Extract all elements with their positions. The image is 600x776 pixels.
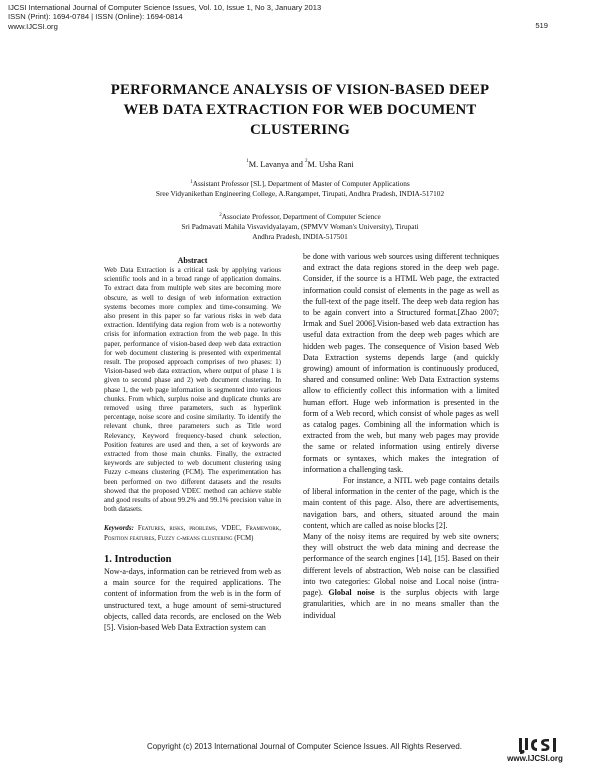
global-noise-term: Global noise (328, 588, 375, 598)
keywords (104, 524, 281, 542)
ijcsi-logo-url: www.IJCSI.org (507, 754, 563, 763)
introduction-heading: 1. Introduction (104, 553, 172, 565)
affiliation-2-line1: Associate Professor, Department of Computer Science (221, 212, 381, 221)
author2-affiliation-mark: 2 (304, 159, 308, 164)
right-paragraph-1: be done with various web sources using different techniques and extract the data regions stored in the deep web page. Consider, if the source is a HTML Web page, the extracted information could consist of elements in the page as well as the full-text of the page itself. The deep web data region has to be again convert into a Structured format.[Zhao 2007; Irmak and Suel 2006].Vision-based web data extraction has useful data extraction from the deep web pages which are hidden web pages. The consequence of Vision based Web Data Extraction systems depends large (and quickly growing) amount of information is continuously produced, shared and consumed online: Web Data Extraction systems allow to efficiently collect this information with a limited human effort. Huge web information is presented in the form of a Web record, which consist of whole pages as well as catalog pages. Combining all the information which is extracted from the web, but many web pages may provide the same or related information using entirely diverse formats or syntaxes, which makes the integration of information a challenging task. (303, 252, 499, 474)
ijcsi-logo-icon (495, 732, 575, 756)
paper-title-line1: PERFORMANCE ANALYSIS OF VISION-BASED DEEP (110, 82, 490, 98)
paper-title-line2: WEB DATA EXTRACTION FOR WEB DOCUMENT (123, 102, 477, 118)
right-paragraph-3 (303, 531, 499, 621)
journal-header-line2: ISSN (Print): 1694-0784 | ISSN (Online): 1694-0814 (8, 12, 183, 22)
affiliation-2-line3: Andhra Pradesh, INDIA-517501 (252, 232, 348, 241)
affiliation-2 (60, 212, 540, 242)
affiliation-1-mark: 1 (190, 180, 193, 185)
journal-header (8, 3, 592, 31)
journal-header-line3: www.IJCSI.org (8, 21, 58, 31)
right-column (303, 251, 499, 621)
right-paragraph-2: For instance, a NITL web page contains details of liberal information in the center of the page, which is the main content of this page. Also, there are advertisements, navigation bars, and others, situated around the main content, which are called as noise blocks [2]. (303, 476, 499, 530)
author2-name: M. Usha Rani (307, 160, 354, 169)
keywords-label: Keywords: (104, 525, 134, 533)
affiliation-1 (60, 179, 540, 199)
keywords-tail: (FCM) (232, 534, 254, 542)
left-column (104, 256, 281, 633)
affiliation-2-mark: 2 (219, 213, 222, 218)
author-list (60, 160, 540, 169)
journal-header-line1: IJCSI International Journal of Computer Science Issues, Vol. 10, Issue 1, No 3, January 2013 (8, 3, 322, 12)
ijcsi-logo (495, 732, 575, 772)
paper-title-line3: CLUSTERING (250, 122, 350, 138)
right-paragraph-3-start: Many of the noisy items are required by web site owners; they will obstruct the web data mining and decrease the performance of the search engines [14], [15]. Based on their different levels of abstraction, Web noise can be classified into two categories: Global noise and Local noise (intra-page). (303, 532, 499, 598)
affiliation-2-line2: Sri Padmavati Mahila Visvavidyalayam, (SPMVV Woman's University), Tirupati (181, 222, 419, 231)
affiliation-1-line2: Sree Vidyanikethan Engineering College, A.Rangampet, Tirupati, Andhra Pradesh, INDIA-517102 (155, 189, 445, 198)
affiliation-1-line1: Assistant Professor [SL], Department of Master of Computer Applications (192, 179, 410, 188)
paper-title (60, 80, 540, 140)
introduction-body: Now-a-days, information can be retrieved from web as a main source for the required applications. The content of information from the web is in the form of unstructured text, a huge amount of semi-structured objects, called data records, are enclosed on the Web [5]. Vision-based Web Data Extraction system can (104, 566, 281, 632)
author1-name: M. Lavanya and (248, 160, 305, 169)
abstract-heading: Abstract (177, 256, 208, 265)
right-paragraph-3-end: is the surplus objects with large granularities, which are in no means smaller than the individual (303, 588, 499, 620)
keywords-text: Features, risks, problems, VDEC, Framework, Position features, Fuzzy c-means clustering (104, 525, 281, 542)
page-number: 519 (535, 21, 548, 30)
abstract-body: Web Data Extraction is a critical task by applying various scientific tools and in a broad range of application domains. To extract data from multiple web sites are becoming more obscure, as well to design of web information extraction systems becomes more complex and time-consuming. We also present in this paper so far various risks in web data extraction. Identifying data region from web is a noteworthy crisis for information extraction from the web page. In this paper, performance of vision-based deep web data extraction for web document clustering is presented with experimental result. The proposed approach comprises of two phases: 1) Vision-based web data extraction, where output of phase 1 is given to second phase and 2) web document clustering. In phase 1, the web page information is segmented into various chunks. From which, surplus noise and duplicate chunks are removed using three parameters, such as hyperlink percentage, noise score and cosine similarity. To identify the relevant chunk, three parameters such as Title word Relevancy, Keyword frequency-based chunk selection, Position features are used and then, a set of keywords are extracted from those main chunks. Finally, the extracted keywords are subjected to web document clustering using Fuzzy c-means clustering (FCM). The experimentation has been performed on two different datasets and the results showed that the proposed VDEC method can achieve stable and good results of about 99.2% and 99.1% precision value in both datasets. (104, 266, 281, 514)
copyright-footer: Copyright (c) 2013 International Journal of Computer Science Issues. All Rights Reserved. (147, 742, 462, 751)
author1-affiliation-mark: 1 (246, 159, 249, 164)
